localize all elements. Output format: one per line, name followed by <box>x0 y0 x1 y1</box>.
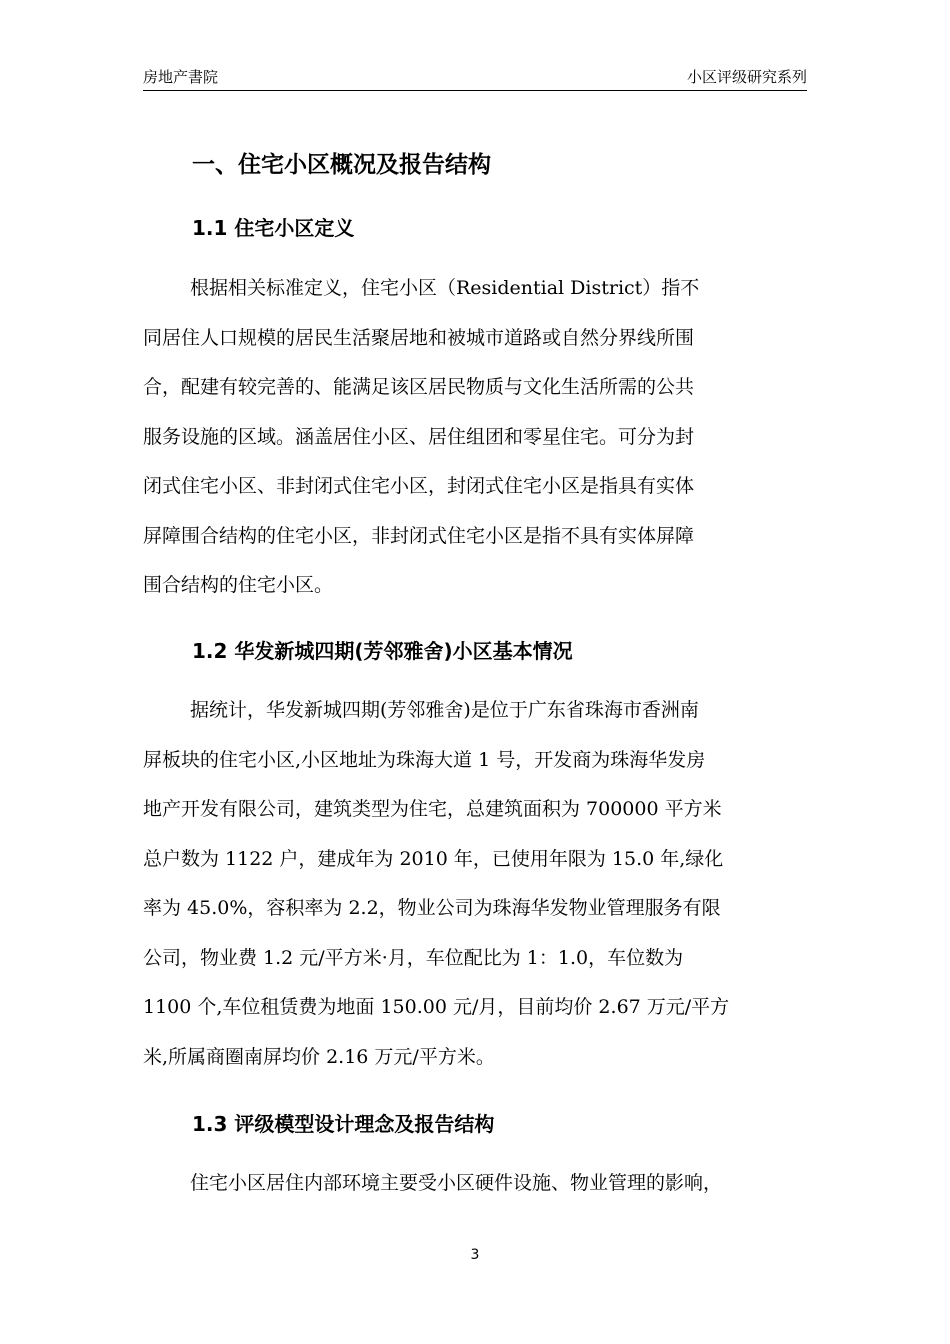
text-line: 围合结构的住宅小区。 <box>143 574 334 596</box>
text-line: 地产开发有限公司，建筑类型为住宅，总建筑面积为 700000 平方米 <box>143 798 722 820</box>
text-line: 米,所属商圈南屏均价 2.16 万元/平方米。 <box>143 1045 495 1068</box>
page-number: 3 <box>470 1247 480 1263</box>
text-line: 闭式住宅小区、非封闭式住宅小区，封闭式住宅小区是指具有实体 <box>143 475 695 497</box>
paragraph-definition <box>143 264 807 611</box>
heading-1-1: 1.1 住宅小区定义 <box>192 216 355 240</box>
text-line: 合，配建有较完善的、能满足该区居民物质与文化生活所需的公共 <box>143 376 695 398</box>
text-line: 住宅小区居住内部环境主要受小区硬件设施、物业管理的影响， <box>190 1172 723 1194</box>
paragraph-model-design <box>143 1159 807 1209</box>
text-line: 屏障围合结构的住宅小区，非封闭式住宅小区是指不具有实体屏障 <box>143 524 695 547</box>
heading-1-2: 1.2 华发新城四期(芳邻雅舍)小区基本情况 <box>192 639 573 663</box>
text-line: 据统计，华发新城四期(芳邻雅舍)是位于广东省珠海市香洲南 <box>190 699 699 721</box>
page-header <box>143 66 807 91</box>
text-line: 公司，物业费 1.2 元/平方米·月，车位配比为 1：1.0，车位数为 <box>143 946 684 969</box>
heading-1-3: 1.3 评级模型设计理念及报告结构 <box>192 1112 495 1136</box>
header-series-title: 小区评级研究系列 <box>686 68 807 86</box>
text-line: 服务设施的区域。涵盖居住小区、居住组团和零星住宅。可分为封 <box>143 425 695 448</box>
text-line: 同居住人口规模的居民生活聚居地和被城市道路或自然分界线所围 <box>143 326 695 349</box>
text-line: 率为 45.0%，容积率为 2.2，物业公司为珠海华发物业管理服务有限 <box>143 897 721 919</box>
section-title: 一、住宅小区概况及报告结构 <box>192 152 491 178</box>
text-line: 根据相关标准定义，住宅小区（Residential District）指不 <box>190 277 700 299</box>
text-line: 总户数为 1122 户，建成年为 2010 年，已使用年限为 15.0 年,绿化 <box>143 847 724 870</box>
header-publisher: 房地产書院 <box>143 68 219 86</box>
text-line: 1100 个,车位租赁费为地面 150.00 元/月，目前均价 2.67 万元/平方 <box>143 996 730 1018</box>
text-line: 屏板块的住宅小区,小区地址为珠海大道 1 号，开发商为珠海华发房 <box>143 748 706 771</box>
paragraph-community-info <box>143 686 807 1082</box>
